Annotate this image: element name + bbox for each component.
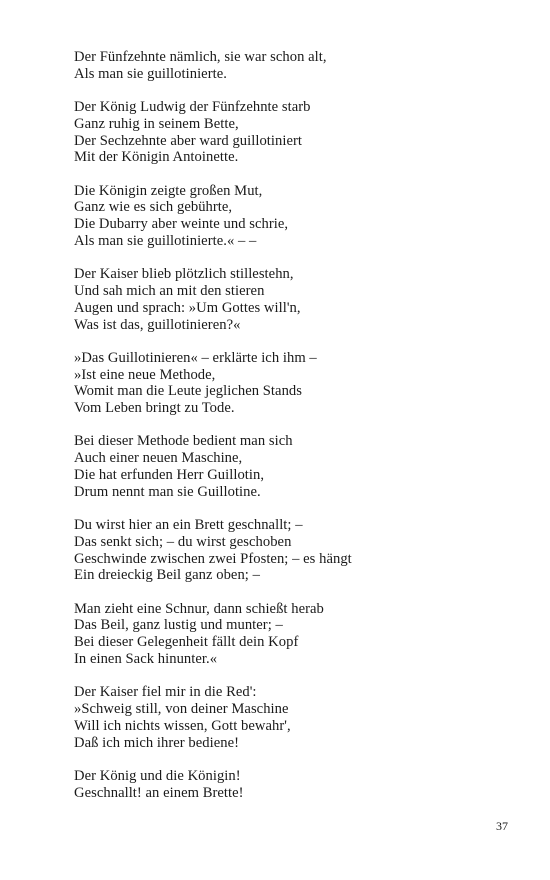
verse-line: Daß ich mich ihrer bediene!: [74, 734, 240, 751]
verse-line: Ein dreieckig Beil ganz oben; –: [74, 567, 260, 584]
verse-line: Du wirst hier an ein Brett geschnallt; –: [74, 517, 303, 534]
verse-line: Ganz ruhig in seinem Bette,: [74, 115, 239, 132]
stanza: [74, 517, 494, 584]
verse-line: Was ist das, guillotinieren?«: [74, 316, 241, 333]
stanza: [74, 99, 494, 166]
stanza: [74, 49, 494, 83]
verse-line: »Ist eine neue Methode,: [74, 366, 216, 383]
verse-line: Vom Leben bringt zu Tode.: [74, 400, 235, 417]
verse-line: Das Beil, ganz lustig und munter; –: [74, 617, 283, 634]
verse-line: Will ich nichts wissen, Gott bewahr',: [74, 717, 291, 734]
verse-line: Bei dieser Gelegenheit fällt dein Kopf: [74, 634, 299, 651]
verse-line: Die Königin zeigte großen Mut,: [74, 182, 263, 199]
verse-line: Der König Ludwig der Fünfzehnte starb: [74, 99, 311, 116]
verse-line: Man zieht eine Schnur, dann schießt herab: [74, 600, 324, 617]
stanza: [74, 601, 494, 668]
verse-line: Geschnallt! an einem Brette!: [74, 784, 244, 801]
stanza: [74, 266, 494, 333]
verse-line: Womit man die Leute jeglichen Stands: [74, 383, 302, 400]
verse-line: Die hat erfunden Herr Guillotin,: [74, 466, 265, 483]
verse-line: Der Kaiser blieb plötzlich stillestehn,: [74, 266, 294, 283]
verse-line: Das senkt sich; – du wirst geschoben: [74, 533, 292, 550]
verse-line: Mit der Königin Antoinette.: [74, 149, 239, 166]
verse-line: Die Dubarry aber weinte und schrie,: [74, 216, 289, 233]
verse-line: Der Kaiser fiel mir in die Red':: [74, 684, 257, 701]
stanza: [74, 768, 494, 802]
verse-line: Drum nennt man sie Guillotine.: [74, 483, 261, 500]
verse-line: In einen Sack hinunter.«: [74, 650, 218, 667]
verse-line: Geschwinde zwischen zwei Pfosten; – es hängt: [74, 550, 352, 567]
verse-line: Der Fünfzehnte nämlich, sie war schon alt,: [74, 49, 327, 65]
stanza: [74, 183, 494, 250]
stanza: [74, 684, 494, 751]
verse-line: Bei dieser Methode bedient man sich: [74, 433, 293, 450]
verse-line: Der Sechzehnte aber ward guillotiniert: [74, 132, 303, 149]
verse-line: Der König und die Königin!: [74, 767, 241, 784]
verse-line: Auch einer neuen Maschine,: [74, 450, 243, 467]
verse-line: »Schweig still, von deiner Maschine: [74, 701, 289, 717]
verse-line: Augen und sprach: »Um Gottes will'n,: [74, 299, 301, 316]
verse-line: Ganz wie es sich gebührte,: [74, 199, 233, 216]
stanza: [74, 350, 494, 417]
verse-line: »Das Guillotinieren« – erklärte ich ihm –: [74, 349, 317, 366]
stanza: [74, 433, 494, 500]
verse-line: Und sah mich an mit den stieren: [74, 283, 265, 300]
poem-body: [74, 49, 494, 818]
verse-line: Als man sie guillotinierte.: [74, 65, 227, 82]
verse-line: Als man sie guillotinierte.« – –: [74, 232, 257, 249]
page-number: 37: [496, 819, 508, 833]
